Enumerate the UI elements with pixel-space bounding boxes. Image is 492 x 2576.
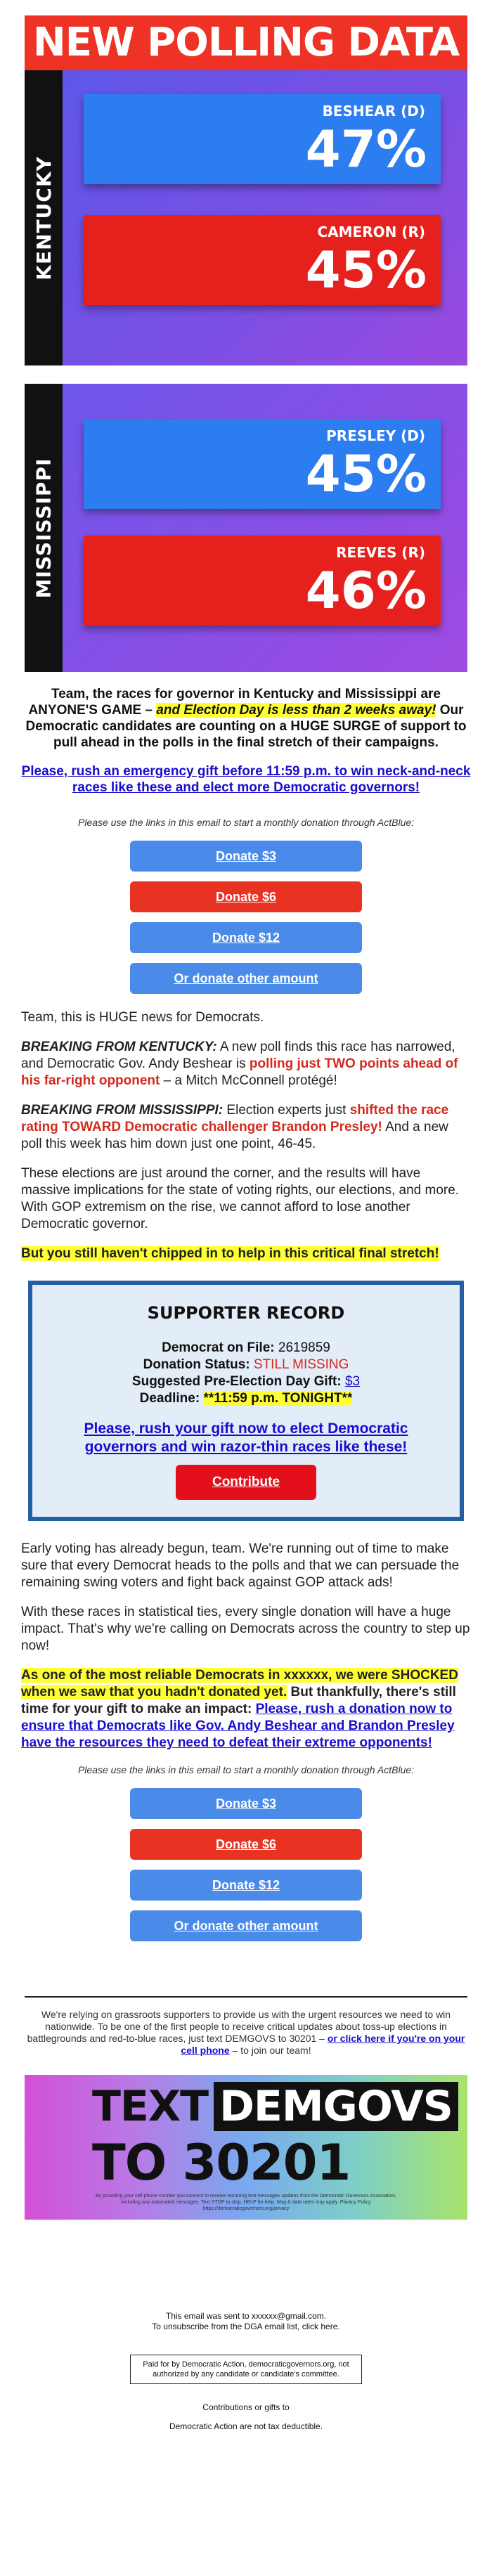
record-row-status: Donation Status: STILL MISSING (143, 1357, 349, 1372)
banner-keyword: DEMGOVS (214, 2082, 458, 2131)
headline-banner: NEW POLLING DATA (25, 15, 467, 70)
body-paragraph-kentucky: BREAKING FROM KENTUCKY: A new poll finds this race has narrowed, and Democratic Gov. Andy Beshear is polling just TWO points ahead of his far-right opponent – a Mitch McConnell protégé! (21, 1040, 458, 1088)
email-page (0, 15, 492, 2432)
supporter-record-box (28, 1281, 464, 1521)
legal-text: Contributions or gifts to Democratic Action are not tax deductible. (169, 2402, 323, 2431)
body-paragraph-shocked: As one of the most reliable Democrats in xxxxxx, we were SHOCKED when we saw that you hadn't donated yet. But thankfully, there's still time for your gift to make an impact: Please, rush a donation now to ensure that Democrats like Gov. Andy Beshear and Brandon Presley have the resources they need to defeat their extreme opponents! (21, 1668, 458, 1750)
rush-donation-link[interactable]: Please, rush a donation now to ensure that Democrats like Gov. Andy Beshear and Brandon Presley have the resources they need to defeat their extreme opponents! (21, 1702, 455, 1750)
candidate-name: CAMERON (R) (317, 224, 425, 240)
banner-text-line: TEXT DEMGOVS (92, 2082, 458, 2131)
record-row-democrat: Democrat on File: 2619859 (162, 1340, 330, 1355)
candidate-name: REEVES (R) (336, 544, 425, 561)
donate-12-button[interactable]: Donate $12 (130, 1870, 362, 1901)
sent-to-text: This email was sent to xxxxxx@gmail.com. To unsubscribe from the DGA email list, click here. (152, 2311, 340, 2331)
candidate-beshear (84, 94, 441, 184)
banner-shortcode: TO 30201 (92, 2134, 351, 2192)
paid-for-disclaimer: Paid for by Democratic Action, democraticgovernors.org, not authorized by any candidate or candidate's committee. (130, 2355, 362, 2384)
state-label-kentucky: KENTUCKY (25, 70, 63, 365)
monthly-donation-note: Please use the links in this email to start a monthly donation through ActBlue: (77, 817, 415, 828)
candidate-percent: 45% (305, 444, 427, 503)
text-signup-link[interactable]: or click here if you're on your cell phone (181, 2033, 465, 2056)
record-row-deadline: Deadline: **11:59 p.m. TONIGHT** (139, 1391, 353, 1406)
intro-highlight: and Election Day is less than 2 weeks away! (156, 703, 436, 718)
body-text-2 (21, 1541, 471, 1752)
candidate-name: BESHEAR (D) (322, 103, 425, 119)
donate-6-button[interactable]: Donate $6 (130, 881, 362, 912)
candidate-percent: 45% (305, 240, 427, 299)
donate-3-button[interactable]: Donate $3 (130, 1788, 362, 1819)
donate-other-button[interactable]: Or donate other amount (130, 963, 362, 994)
supporter-record-title: SUPPORTER RECORD (147, 1303, 345, 1323)
unsubscribe-link[interactable]: To unsubscribe from the DGA email list, click here. (152, 2322, 340, 2331)
donate-6-button[interactable]: Donate $6 (130, 1829, 362, 1860)
rush-gift-now-link[interactable]: Please, rush your gift now to elect Democratic governors and win razor-thin races like these! (84, 1420, 408, 1455)
rush-gift-link-wrap (21, 763, 471, 796)
body-paragraph: Early voting has already begun, team. We're running out of time to make sure that every Democrat heads to the polls and that we can persuade the remaining swing voters and fight back against GOP attack ads! (21, 1541, 460, 1590)
donate-other-button[interactable]: Or donate other amount (130, 1910, 362, 1941)
contribute-button[interactable]: Contribute (176, 1465, 316, 1500)
intro-text: Team, the races for governor in Kentucky and Mississippi are ANYONE'S GAME – and Election Day is less than 2 weeks away! Our Democratic candidates are counting on a HUGE SURGE of support to pull ahead in the polls in the final stretch of their campaigns. (25, 687, 467, 750)
body-paragraph: Team, this is HUGE news for Democrats. (21, 1010, 264, 1025)
donate-12-button[interactable]: Donate $12 (130, 922, 362, 953)
banner-fine-print: By providing your cell phone number you consent to receive recurring text messages updates from the Democratic Governors Association, including any automated messages. Text STOP to stop, HELP for help. Msg & data rates may apply. Privacy Policy https://democraticgovernors.org/privacy (96, 2194, 396, 2211)
candidate-presley (84, 419, 441, 509)
mississippi-poll-panel (25, 384, 467, 672)
kentucky-poll-panel (25, 70, 467, 365)
donate-button-group (130, 841, 362, 994)
record-link-wrap (60, 1420, 432, 1456)
candidate-name: PRESLEY (D) (326, 427, 425, 444)
donate-button-group-2 (130, 1788, 362, 1941)
candidate-cameron (84, 215, 441, 305)
candidate-percent: 47% (305, 119, 427, 179)
body-paragraph-highlight: But you still haven't chipped in to help in this critical final stretch! (21, 1246, 439, 1261)
rush-emergency-gift-link[interactable]: Please, rush an emergency gift before 11:59 p.m. to win neck-and-neck races like these and elect more Democratic governors! (21, 764, 471, 795)
record-row-gift: Suggested Pre-Election Day Gift: $3 (131, 1374, 361, 1389)
footer-divider (25, 1996, 467, 1998)
candidate-percent: 46% (305, 561, 427, 620)
body-paragraph: With these races in statistical ties, every single donation will have a huge impact. That's why we're calling on Democrats across the country to step up now! (21, 1605, 470, 1653)
donate-3-button[interactable]: Donate $3 (130, 841, 362, 872)
body-text (21, 1009, 471, 1262)
body-paragraph: These elections are just around the corner, and the results will have massive implications for the state of voting rights, our elections, and more. With GOP extremism on the rise, we cannot afford to lose another Democratic governor. (21, 1166, 460, 1231)
monthly-donation-note: Please use the links in this email to start a monthly donation through ActBlue: (77, 1764, 415, 1775)
suggested-gift-link[interactable]: $3 (344, 1374, 361, 1389)
candidate-reeves (84, 536, 441, 626)
text-demgovs-banner[interactable] (25, 2075, 467, 2220)
body-paragraph-mississippi: BREAKING FROM MISSISSIPPI: Election experts just shifted the race rating TOWARD Democratic challenger Brandon Presley! And a new poll this week has him down just one point, 46-45. (21, 1103, 449, 1151)
grassroots-text: We're relying on grassroots supporters to provide us with the urgent resources we need to win nationwide. To be one of the first people to receive critical updates about toss-up elections in battlegrounds and red-to-blue races, just text DEMGOVS to 30201 – or click here if you're on your cell phone – to join our team! (27, 2009, 465, 2056)
state-label-mississippi: MISSISSIPPI (25, 384, 63, 672)
